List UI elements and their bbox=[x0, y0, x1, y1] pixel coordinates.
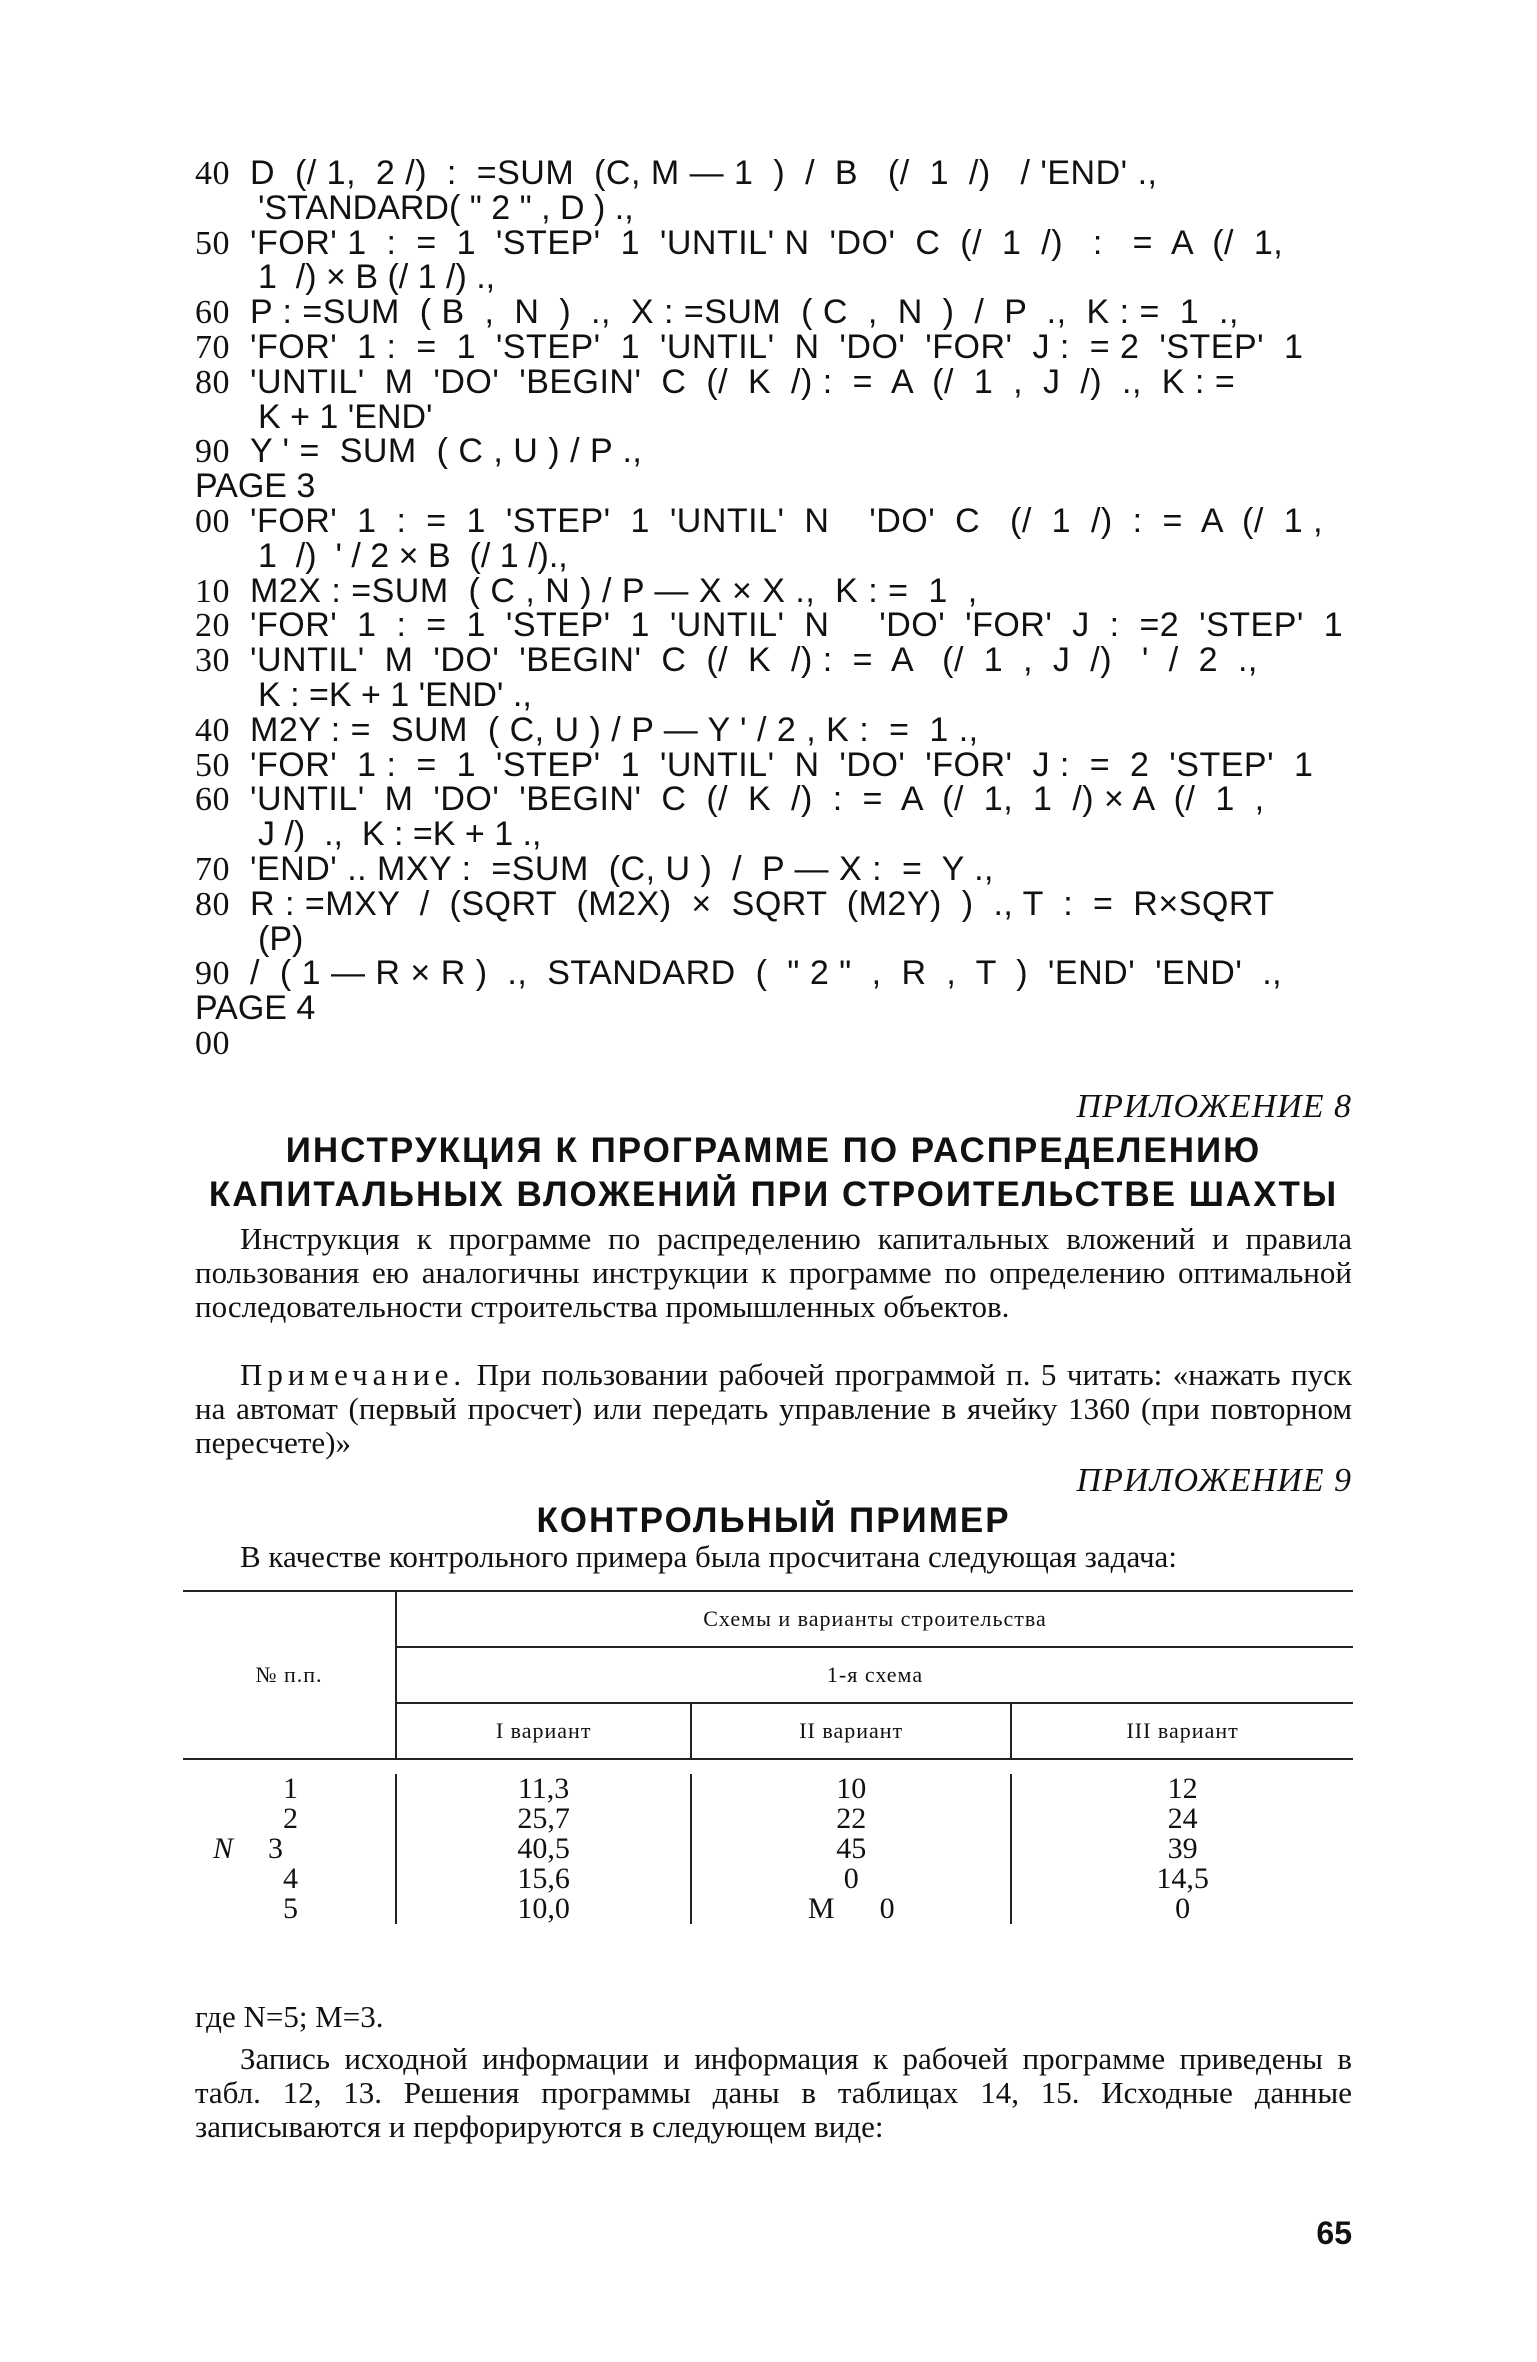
line-code: M2X : =SUM ( C , N ) / P — X × X ., K : = 1 , bbox=[250, 572, 978, 610]
listing-line bbox=[195, 1025, 250, 1062]
line-code: M2Y : = SUM ( C, U ) / P — Y ' / 2 , K : = 1 ., bbox=[250, 711, 979, 749]
cell-variant-2: 45 bbox=[691, 1834, 1011, 1864]
line-code: 'FOR' 1 : = 1 'STEP' 1 'UNTIL' N 'DO' 'FOR' J : = 2 'STEP' 1 bbox=[250, 746, 1314, 784]
line-number: 80 bbox=[195, 886, 230, 923]
where-line: где N=5; M=3. bbox=[195, 1999, 384, 2034]
note-text: При пользовании рабочей программой п. 5 читать: «нажать пуск на автомат (первый просчет) или передать управление в ячейку 1360 (при повторном пересчете)» bbox=[195, 1357, 1352, 1460]
table-row bbox=[183, 1804, 1353, 1834]
listing-line bbox=[195, 573, 978, 610]
control-example-table bbox=[183, 1590, 1353, 1924]
line-code: D (/ 1, 2 /) : =SUM (C, M — 1 ) / B (/ 1 /) / 'END' ., bbox=[250, 154, 1158, 192]
m-label: M bbox=[807, 1892, 835, 1925]
appendix-9-intro: В качестве контрольного примера была просчитана следующая задача: bbox=[240, 1539, 1177, 1574]
line-code: Y ' = SUM ( C , U ) / P ., bbox=[250, 432, 643, 470]
cell-number bbox=[183, 1804, 396, 1834]
appendix-8-paragraph: Инструкция к программе по распределению капитальных вложений и правила пользования ею аналогичны инструкции к программе по определению оптимальной последовательности строительства промышленных объектов. bbox=[195, 1221, 1352, 1324]
line-number: 70 bbox=[195, 329, 230, 366]
listing-line bbox=[195, 851, 994, 888]
line-number: 30 bbox=[195, 642, 230, 679]
listing-line: (P) bbox=[258, 920, 304, 958]
row-number: 3 bbox=[268, 1832, 284, 1865]
listing-line: 1 /) × B (/ 1 /) ., bbox=[258, 258, 496, 296]
line-number: 00 bbox=[195, 1025, 230, 1062]
listing-line: PAGE 4 bbox=[195, 989, 316, 1027]
listing-line bbox=[195, 955, 1282, 992]
table-row bbox=[183, 1834, 1353, 1864]
line-code: 'FOR' 1 : = 1 'STEP' 1 'UNTIL' N 'DO' 'FOR' J : =2 'STEP' 1 bbox=[250, 606, 1344, 644]
column-header-scheme-1: 1-я схема bbox=[396, 1647, 1353, 1703]
line-code: R : =MXY / (SQRT (M2X) × SQRT (M2Y) ) ., T : = R×SQRT bbox=[250, 885, 1275, 923]
cell-number bbox=[183, 1834, 396, 1864]
listing-line bbox=[195, 503, 1323, 540]
listing-line bbox=[195, 642, 1258, 679]
listing-line bbox=[195, 433, 642, 470]
table-row bbox=[183, 1864, 1353, 1894]
line-number: 90 bbox=[195, 955, 230, 992]
line-code: 'END' .. MXY : =SUM (C, U ) / P — X : = Y ., bbox=[250, 850, 994, 888]
table-body bbox=[183, 1759, 1353, 1924]
line-code: 'FOR' 1 : = 1 'STEP' 1 'UNTIL' N 'DO' C (/ 1 /) : = A (/ 1, bbox=[250, 224, 1284, 262]
page-number: 65 bbox=[1316, 2215, 1352, 2251]
line-number: 60 bbox=[195, 294, 230, 331]
line-code: 'FOR' 1 : = 1 'STEP' 1 'UNTIL' N 'DO' C (/ 1 /) : = A (/ 1 , bbox=[250, 502, 1324, 540]
final-paragraph: Запись исходной информации и информация к рабочей программе приведены в табл. 12, 13. Решения программы даны в таблицах 14, 15. Исходные данные записываются и перфорируются в следующем виде: bbox=[195, 2041, 1352, 2144]
line-number: 10 bbox=[195, 573, 230, 610]
cell-number bbox=[183, 1894, 396, 1924]
cell-variant-1: 25,7 bbox=[396, 1804, 691, 1834]
line-code: 'UNTIL' M 'DO' 'BEGIN' C (/ K /) : = A (/ 1 , J /) ' / 2 ., bbox=[250, 641, 1258, 679]
cell-number bbox=[183, 1774, 396, 1804]
listing-line bbox=[195, 712, 979, 749]
appendix-8-title-line-2: КАПИТАЛЬНЫХ ВЛОЖЕНИЙ ПРИ СТРОИТЕЛЬСТВЕ ШАХТЫ bbox=[208, 1175, 1339, 1214]
line-number: 00 bbox=[195, 503, 230, 540]
cell-variant-3: 39 bbox=[1011, 1834, 1353, 1864]
line-number: 70 bbox=[195, 851, 230, 888]
cell-variant-3: 12 bbox=[1011, 1774, 1353, 1804]
row-number: 5 bbox=[283, 1892, 298, 1925]
line-code: 'UNTIL' M 'DO' 'BEGIN' C (/ K /) : = A (/ 1, 1 /) × A (/ 1 , bbox=[250, 780, 1265, 818]
row-number: 4 bbox=[283, 1862, 298, 1895]
listing-line bbox=[195, 225, 1283, 262]
line-number: 40 bbox=[195, 712, 230, 749]
listing-line bbox=[195, 294, 1239, 331]
listing-line bbox=[195, 747, 1313, 784]
column-header-variant-1: I вариант bbox=[396, 1703, 691, 1759]
cell-variant-1: 15,6 bbox=[396, 1864, 691, 1894]
listing-line: J /) ., K : =K + 1 ., bbox=[258, 815, 542, 853]
row-number: 1 bbox=[283, 1772, 298, 1805]
cell-number bbox=[183, 1864, 396, 1894]
listing-line bbox=[195, 329, 1303, 366]
appendix-8-note bbox=[195, 1358, 1352, 1460]
cell-variant-1: 11,3 bbox=[396, 1774, 691, 1804]
appendix-8-label: ПРИЛОЖЕНИЕ 8 bbox=[1076, 1088, 1352, 1125]
appendix-9-label: ПРИЛОЖЕНИЕ 9 bbox=[1076, 1462, 1352, 1499]
line-number: 50 bbox=[195, 225, 230, 262]
cell-variant-2: 22 bbox=[691, 1804, 1011, 1834]
n-label: N bbox=[213, 1832, 234, 1865]
listing-line: PAGE 3 bbox=[195, 467, 316, 505]
cell-variant-2 bbox=[691, 1894, 1011, 1924]
cell-variant-3: 0 bbox=[1011, 1894, 1353, 1924]
table-row bbox=[183, 1774, 1353, 1804]
appendix-8-title-line-1: ИНСТРУКЦИЯ К ПРОГРАММЕ ПО РАСПРЕДЕЛЕНИЮ bbox=[285, 1131, 1262, 1170]
column-header-number: № п.п. bbox=[183, 1591, 396, 1759]
note-label: Примечание. bbox=[240, 1357, 467, 1392]
column-header-variant-3: III вариант bbox=[1011, 1703, 1353, 1759]
line-number: 60 bbox=[195, 781, 230, 818]
row-number: 2 bbox=[283, 1802, 298, 1835]
cell-variant-1: 40,5 bbox=[396, 1834, 691, 1864]
listing-line bbox=[195, 781, 1265, 818]
listing-line: K : =K + 1 'END' ., bbox=[258, 676, 532, 714]
cell-variant-3: 14,5 bbox=[1011, 1864, 1353, 1894]
listing-line bbox=[195, 155, 1158, 192]
line-number: 80 bbox=[195, 364, 230, 401]
listing-line bbox=[195, 886, 1275, 923]
cell-variant-2: 10 bbox=[691, 1774, 1011, 1804]
column-header-schemes: Схемы и варианты строительства bbox=[396, 1591, 1353, 1647]
appendix-9-title: КОНТРОЛЬНЫЙ ПРИМЕР bbox=[536, 1501, 1011, 1540]
line-code: / ( 1 — R × R ) ., STANDARD ( " 2 " , R , T ) 'END' 'END' ., bbox=[250, 954, 1283, 992]
listing-line: 'STANDARD( " 2 " , D ) ., bbox=[258, 189, 634, 227]
cell-variant-2: 0 bbox=[691, 1864, 1011, 1894]
line-code: 'UNTIL' M 'DO' 'BEGIN' C (/ K /) : = A (/ 1 , J /) ., K : = bbox=[250, 363, 1236, 401]
cell-variant-3: 24 bbox=[1011, 1804, 1353, 1834]
line-code: P : =SUM ( B , N ) ., X : =SUM ( C , N ) / P ., K : = 1 ., bbox=[250, 293, 1239, 331]
line-number: 20 bbox=[195, 607, 230, 644]
listing-line: 1 /) ' / 2 × B (/ 1 /)., bbox=[258, 537, 568, 575]
cell-value: 0 bbox=[879, 1892, 895, 1925]
listing-line bbox=[195, 364, 1235, 401]
cell-variant-1: 10,0 bbox=[396, 1894, 691, 1924]
listing-line: K + 1 'END' bbox=[258, 398, 433, 436]
listing-line bbox=[195, 607, 1343, 644]
line-number: 90 bbox=[195, 433, 230, 470]
line-number: 50 bbox=[195, 747, 230, 784]
line-code: 'FOR' 1 : = 1 'STEP' 1 'UNTIL' N 'DO' 'FOR' J : = 2 'STEP' 1 bbox=[250, 328, 1304, 366]
table-row bbox=[183, 1894, 1353, 1924]
column-header-variant-2: II вариант bbox=[691, 1703, 1011, 1759]
line-number: 40 bbox=[195, 155, 230, 192]
